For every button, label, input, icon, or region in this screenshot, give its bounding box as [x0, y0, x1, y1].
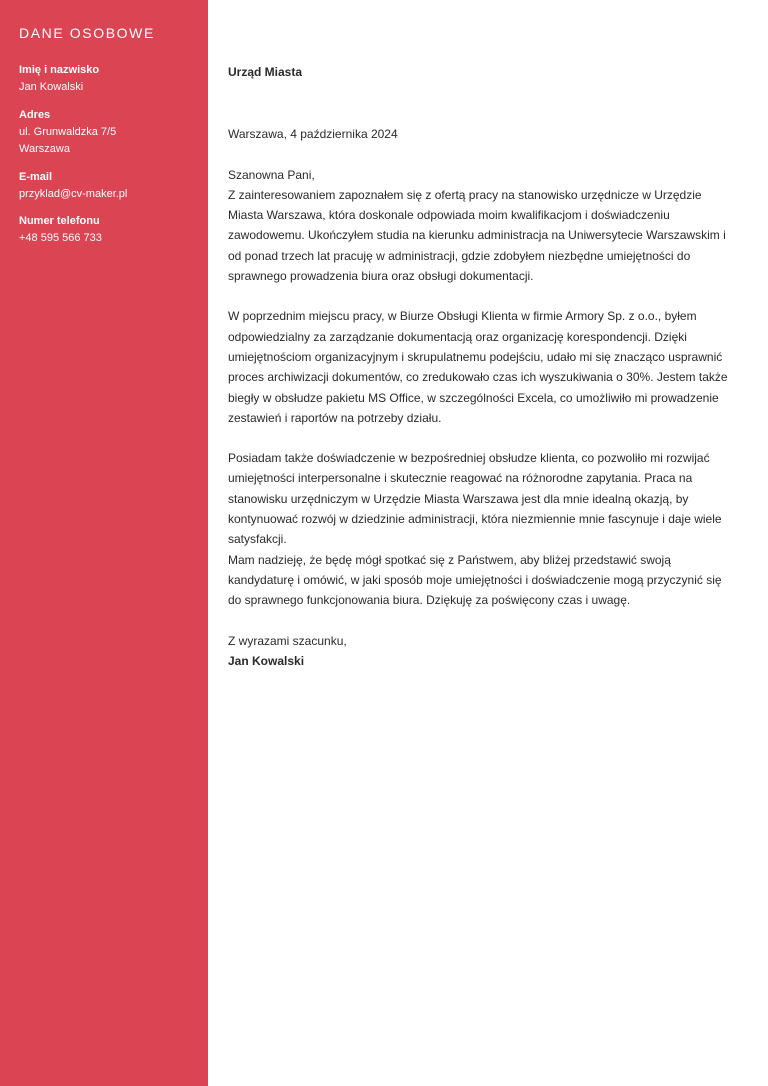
email-field — [19, 169, 196, 204]
address-line2: Warszawa — [19, 143, 70, 155]
address-label: Adres — [19, 108, 51, 121]
letter-body — [228, 62, 733, 671]
sidebar-title: DANE OSOBOWE — [19, 25, 155, 41]
paragraph-4: Mam nadzieję, że będę mógł spotkać się z Państwem, aby bliżej przedstawić swoją kandydaturę i omówić, w jaki sposób moje umiejętności i doświadczenie mogą przyczynić się do sprawnego funkcjonowania biura. Dziękuję za poświęcony czas i uwagę. — [228, 552, 722, 608]
address-line1: ul. Grunwaldzka 7/5 — [19, 125, 117, 138]
recipient: Urząd Miasta — [228, 65, 303, 79]
email-label: E-mail — [19, 170, 53, 183]
address-field — [19, 107, 196, 159]
name-value: Jan Kowalski — [19, 81, 84, 93]
phone-label: Numer telefonu — [19, 215, 100, 227]
personal-data-sidebar — [0, 0, 208, 1086]
paragraph-1: Z zainteresowaniem zapoznałem się z ofertą pracy na stanowisko urzędnicze w Urzędzie Miasta Warszawa, która doskonale odpowiada moim kwalifikacjom i doświadczeniu zawodowemu. Ukończyłem studia na kierunku administracja na Uniwersytecie Warszawskim i od ponad trzech lat pracuję w administracji, gdzie zdobyłem niezbędne umiejętności do sprawnego prowadzenia biura oraz obsługi dokumentacji. — [228, 187, 726, 284]
salutation: Szanowna Pani, — [228, 167, 315, 182]
paragraph-2: W poprzednim miejscu pracy, w Biurze Obsługi Klienta w firmie Armory Sp. z o.o., byłem odpowiedzialny za zarządzanie dokumentacją oraz organizację korespondencji. Dzięki umiejętnościom organizacyjnym i skrupulatnemu podejściu, udało mi się znacząco usprawnić proces archiwizacji dokumentów, co zredukowało czas ich wyszukiwania o 30%. Jestem także biegły w obsłudze pakietu MS Office, w szczególności Excela, co umożliwiło mi prowadzenie zestawień i raportów na potrzeby działu. — [228, 309, 728, 425]
phone-value: +48 595 566 733 — [19, 232, 102, 244]
email-value: przyklad@cv-maker.pl — [19, 187, 128, 200]
name-label: Imię i nazwisko — [19, 64, 100, 76]
signature: Jan Kowalski — [228, 653, 305, 668]
letter-date: Warszawa, 4 października 2024 — [228, 127, 398, 142]
paragraph-3: Posiadam także doświadczenie w bezpośredniej obsłudze klienta, co pozwoliło mi rozwijać umiejętności interpersonalne i skutecznie reagować na różnorodne zapytania. Praca na stanowisku urzędniczym w Urzędzie Miasta Warszawa jest dla mnie idealną okazją, by kontynuować rozwój w dziedzinie administracji, która niezmiennie mnie fascynuje i daje wiele satysfakcji. — [228, 451, 722, 547]
name-field — [19, 62, 196, 97]
phone-field — [19, 213, 196, 248]
closing: Z wyrazami szacunku, — [228, 633, 347, 648]
